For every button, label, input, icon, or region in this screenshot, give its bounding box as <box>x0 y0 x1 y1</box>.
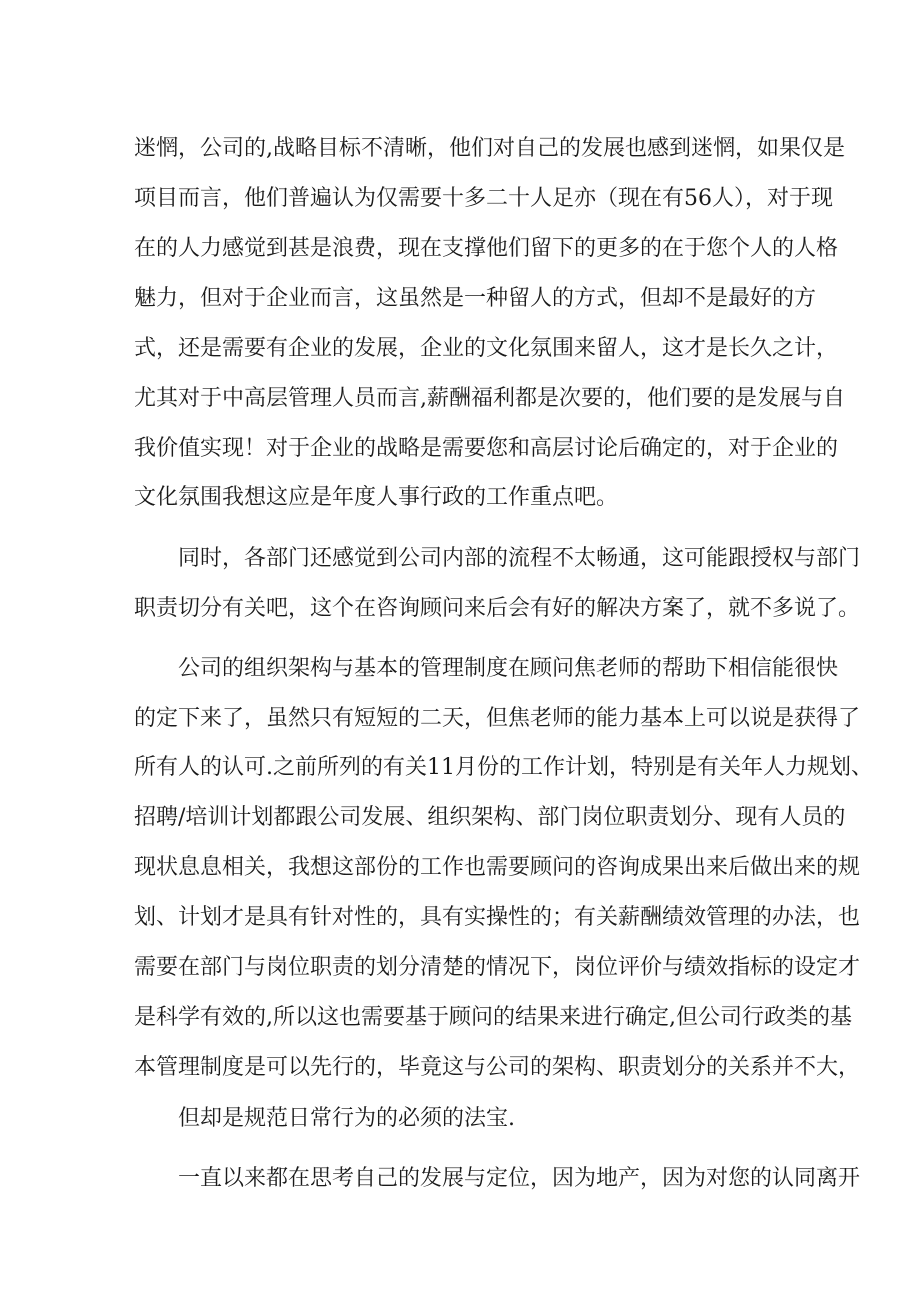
text-line: 在的人力感觉到甚是浪费，现在支撑他们留下的更多的在于您个人的人格 <box>134 236 839 261</box>
text-line: 项目而言，他们普遍认为仅需要十多二十人足亦（现在有56人），对于现 <box>134 186 833 211</box>
text-line: 本管理制度是可以先行的，毕竟这与公司的架构、职责划分的关系并不大， <box>134 1055 861 1080</box>
text-line: 职责切分有关吧，这个在咨询顾问来后会有好的解决方案了，就不多说了。 <box>134 596 861 621</box>
text-line: 是科学有效的,所以这也需要基于顾问的结果来进行确定,但公司行政类的基 <box>134 1005 852 1030</box>
text-line: 尤其对于中高层管理人员而言,薪酬福利都是次要的，他们要的是发展与自 <box>134 386 845 411</box>
text-line: 公司的组织架构与基本的管理制度在顾问焦老师的帮助下相信能很快 <box>178 656 839 681</box>
text-line: 文化氛围我想这应是年度人事行政的工作重点吧。 <box>134 485 619 510</box>
text-line: 同时，各部门还感觉到公司内部的流程不太畅通，这可能跟授权与部门 <box>178 546 861 571</box>
text-line: 迷惘，公司的,战略目标不清晰，他们对自己的发展也感到迷惘，如果仅是 <box>134 136 845 161</box>
text-line: 一直以来都在思考自己的发展与定位，因为地产，因为对您的认同离开 <box>178 1166 861 1191</box>
text-line: 我价值实现！对于企业的战略是需要您和高层讨论后确定的，对于企业的 <box>134 436 839 461</box>
text-line: 魅力，但对于企业而言，这虽然是一种留人的方式，但却不是最好的方 <box>134 286 817 311</box>
text-line: 式，还是需要有企业的发展，企业的文化氛围来留人，这才是长久之计， <box>134 336 839 361</box>
text-line: 但却是规范日常行为的必须的法宝. <box>178 1106 515 1131</box>
text-line: 现状息息相关，我想这部份的工作也需要顾问的咨询成果出来后做出来的规 <box>134 855 861 880</box>
text-line: 划、计划才是具有针对性的，具有实操性的；有关薪酬绩效管理的办法，也 <box>134 905 861 930</box>
text-line: 招聘/培训计划都跟公司发展、组织架构、部门岗位职责划分、现有人员的 <box>134 805 846 830</box>
text-line: 所有人的认可.之前所列的有关11月份的工作计划，特别是有关年人力规划、 <box>134 755 873 780</box>
text-line: 的定下来了，虽然只有短短的二天，但焦老师的能力基本上可以说是获得了 <box>134 706 861 731</box>
text-line: 需要在部门与岗位职责的划分清楚的情况下，岗位评价与绩效指标的设定才 <box>134 955 861 980</box>
